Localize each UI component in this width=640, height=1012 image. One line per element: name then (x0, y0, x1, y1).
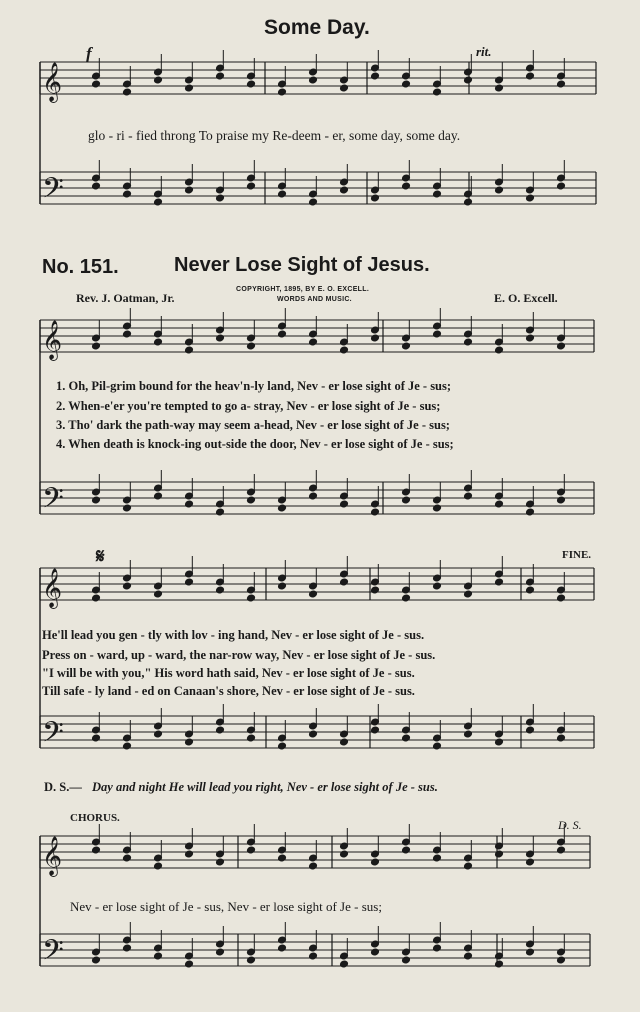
verse-2-line-2: Press on - ward, up - ward, the nar-row way, Nev - er lose sight of Je - sus. (42, 648, 436, 662)
svg-text:𝄢: 𝄢 (42, 718, 64, 755)
svg-text:𝄢: 𝄢 (42, 936, 64, 973)
ritardando-marking: rit. (476, 44, 492, 59)
verse-1-line-1: 1. Oh, Pil-grim bound for the heav'n-ly land, Nev - er lose sight of Je - sus; (56, 379, 452, 393)
chorus-lyric: Nev - er lose sight of Je - sus, Nev - er lose sight of Je - sus; (70, 899, 382, 914)
copyright-line-2: WORDS AND MUSIC. (277, 296, 352, 303)
chorus-label: CHORUS. (70, 812, 120, 824)
hymn-title: Never Lose Sight of Jesus. (174, 254, 430, 276)
verse-3-line-1: 3. Tho' dark the path-way may seem a-head, Nev - er lose sight of Je - sus; (56, 418, 450, 432)
svg-text:𝄢: 𝄢 (42, 174, 64, 211)
segno-sign: 𝄋 (96, 546, 105, 568)
previous-hymn-lyric: glo - ri - fied throng To praise my Re-deem - er, some day, some day. (88, 128, 461, 143)
author: Rev. J. Oatman, Jr. (76, 291, 175, 305)
fine-marking: FINE. (562, 549, 592, 561)
ds-marking: D. S. (558, 818, 582, 832)
dynamic-marking: f (86, 44, 92, 63)
svg-text:𝄞: 𝄞 (42, 64, 63, 101)
svg-text:𝄞: 𝄞 (42, 570, 63, 607)
ds-line-lyric: Day and night He will lead you right, Nev - er lose sight of Je - sus. (92, 780, 438, 794)
svg-text:𝄞: 𝄞 (42, 838, 63, 875)
previous-hymn-title: Some Day. (264, 16, 370, 39)
composer: E. O. Excell. (494, 291, 558, 305)
hymn-number: No. 151. (42, 256, 119, 278)
copyright-line-1: COPYRIGHT, 1895, BY E. O. EXCELL. (236, 286, 370, 293)
verse-2-line-1: 2. When-e'er you're tempted to go a- stray, Nev - er lose sight of Je - sus; (56, 399, 441, 413)
verse-1-line-2: He'll lead you gen - tly with lov - ing hand, Nev - er lose sight of Je - sus. (42, 628, 425, 642)
verse-4-line-2: Till safe - ly land - ed on Canaan's shore, Nev - er lose sight of Je - sus. (42, 684, 415, 698)
verse-3-line-2: "I will be with you," His word hath said, Nev - er lose sight of Je - sus. (42, 666, 415, 680)
ds-label: D. S.— (44, 780, 82, 794)
svg-text:𝄢: 𝄢 (42, 484, 64, 521)
svg-text:𝄞: 𝄞 (42, 322, 63, 359)
verse-4-line-1: 4. When death is knock-ing out-side the door, Nev - er lose sight of Je - sus; (56, 437, 454, 451)
